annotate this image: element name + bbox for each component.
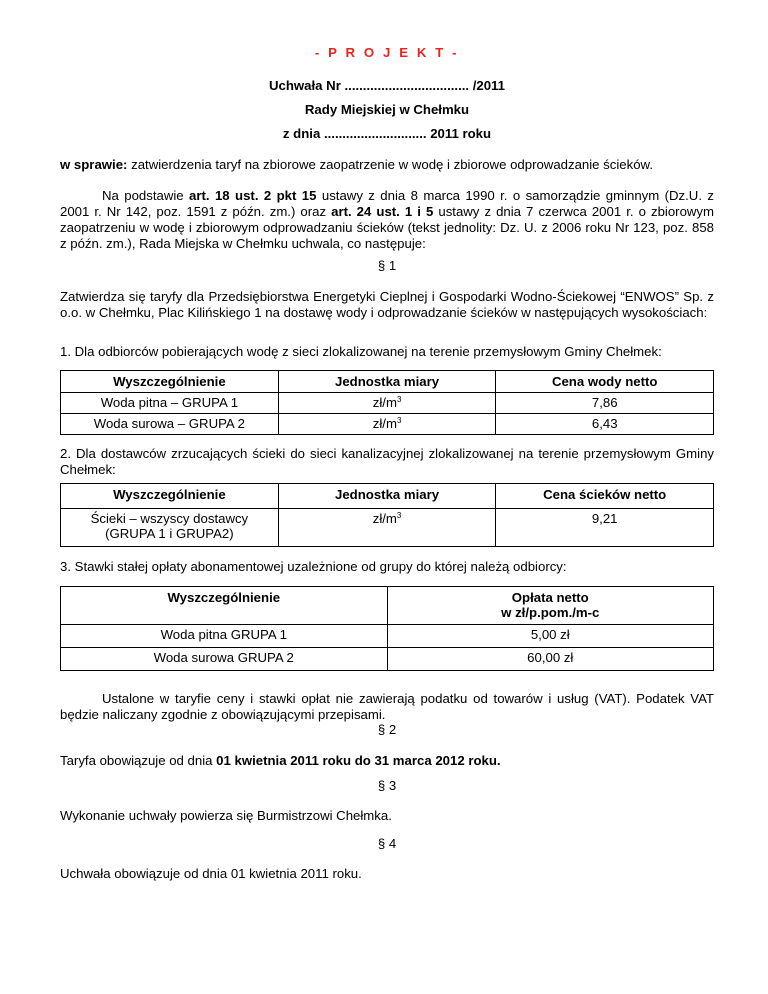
legal-basis-art-1: art. 18 ust. 2 pkt 15: [189, 188, 317, 203]
resolution-number: Uchwała Nr .................................. /2011: [269, 78, 505, 93]
table-row: [61, 393, 714, 414]
table-cell: 6,43: [496, 414, 714, 435]
table-header-cell: Jednostka miary: [278, 484, 496, 509]
table-cell: Woda pitna GRUPA 1: [61, 625, 388, 648]
table-header-cell: Cena wody netto: [496, 371, 714, 393]
table-row: [61, 648, 714, 671]
table-header-cell: Wyszczególnienie: [61, 371, 279, 393]
cell-line: Ścieki – wszyscy dostawcy: [90, 511, 249, 526]
table-cell: [278, 393, 496, 414]
subscription-fee-table: [60, 586, 714, 671]
water-price-table: [60, 370, 714, 435]
subject-line: [60, 157, 714, 173]
header-line: w zł/p.pom./m-c: [501, 605, 600, 620]
table-cell: Woda pitna – GRUPA 1: [61, 393, 279, 414]
legal-basis-paragraph: [60, 188, 714, 252]
table-cell: [278, 414, 496, 435]
table-cell: 5,00 zł: [387, 625, 713, 648]
table-cell: 9,21: [496, 509, 714, 547]
table-header-cell: Wyszczególnienie: [61, 484, 279, 509]
section-3-text: Wykonanie uchwały powierza się Burmistrzowi Chełmka.: [60, 808, 392, 823]
table-cell: 7,86: [496, 393, 714, 414]
section-4-text: Uchwała obowiązuje od dnia 01 kwietnia 2011 roku.: [60, 866, 362, 881]
cell-line: (GRUPA 1 i GRUPA2): [105, 526, 234, 541]
table-header-row: [61, 484, 714, 509]
section-4-title: § 4: [377, 836, 397, 851]
table-header-row: [61, 587, 714, 625]
table-row: [61, 625, 714, 648]
table-cell: Woda surowa – GRUPA 2: [61, 414, 279, 435]
table-cell: Woda surowa GRUPA 2: [61, 648, 388, 671]
table-header-cell: Jednostka miary: [278, 371, 496, 393]
unit-exponent: 3: [396, 416, 402, 425]
point-1-text: 1. Dla odbiorców pobierających wodę z sieci zlokalizowanej na terenie przemysłowym Gminy Chełmek:: [60, 344, 662, 359]
legal-basis-text: Na podstawie: [102, 188, 190, 203]
legal-basis-text: ustawy z dnia 8 marca 1990 r. o samorządzie gminnym (Dz.U. z 2001 r. Nr 142, poz. 1591 z późn. zm.) oraz: [60, 188, 714, 219]
table-header-row: [61, 371, 714, 393]
unit-exponent: 3: [396, 511, 402, 520]
sewage-price-table: [60, 483, 714, 547]
table-cell: 60,00 zł: [387, 648, 713, 671]
unit-text: zł/m: [372, 395, 397, 410]
vat-note: Ustalone w taryfie ceny i stawki opłat nie zawierają podatku od towarów i usług (VAT). Podatek VAT będzie naliczany zgodnie z obowiązującymi przepisami.: [60, 691, 714, 722]
validity-text: Taryfa obowiązuje od dnia: [60, 753, 217, 768]
point-3-text: 3. Stawki stałej opłaty abonamentowej uzależnione od grupy do której należą odbiorcy:: [60, 559, 567, 574]
section-2-title: § 2: [377, 722, 397, 737]
point-2-text: 2. Dla dostawców zrzucających ścieki do sieci kanalizacyjnej zlokalizowanej na terenie przemysłowym Gminy Chełmek:: [60, 446, 714, 477]
council-name: Rady Miejskiej w Chełmku: [304, 102, 470, 117]
section-1-intro: Zatwierdza się taryfy dla Przedsiębiorstwa Energetyki Cieplnej i Gospodarki Wodno-Ściekowej “ENWOS” Sp. z o.o. w Chełmku, Plac Kilińskiego 1 na dostawę wody i odprowadzanie ścieków w następujących wysokościach:: [60, 289, 714, 320]
table-row: [61, 509, 714, 547]
section-3-title: § 3: [377, 778, 397, 793]
table-cell: [278, 509, 496, 547]
subject-label: w sprawie:: [60, 157, 128, 172]
legal-basis-text: ustawy z dnia 7 czerwca 2001 r. o zbiorowym zaopatrzeniu w wodę i zbiorowym odprowadzaniu ścieków (tekst jednolity: Dz. U. z 2006 roku Nr 123, poz. 858 z późn. zm.), Rada Miejska w Chełmku uchwala, co następuje:: [60, 204, 715, 251]
unit-exponent: 3: [396, 395, 402, 404]
header-line: Opłata netto: [511, 590, 589, 605]
section-2-text: [60, 753, 714, 769]
projekt-label: - P R O J E K T -: [314, 45, 460, 60]
unit-text: zł/m: [372, 511, 397, 526]
legal-basis-art-2: art. 24 ust. 1 i 5: [331, 204, 434, 219]
section-1-title: § 1: [377, 258, 397, 273]
resolution-date: z dnia ............................ 2011 roku: [282, 126, 492, 141]
table-cell: [61, 509, 279, 547]
subject-text: zatwierdzenia taryf na zbiorowe zaopatrzenie w wodę i zbiorowe odprowadzanie ścieków.: [127, 157, 654, 172]
validity-period: 01 kwietnia 2011 roku do 31 marca 2012 roku.: [216, 753, 501, 768]
table-header-cell: Wyszczególnienie: [61, 587, 388, 625]
table-header-cell: Cena ścieków netto: [496, 484, 714, 509]
table-header-cell: [387, 587, 713, 625]
table-row: [61, 414, 714, 435]
unit-text: zł/m: [372, 416, 397, 431]
